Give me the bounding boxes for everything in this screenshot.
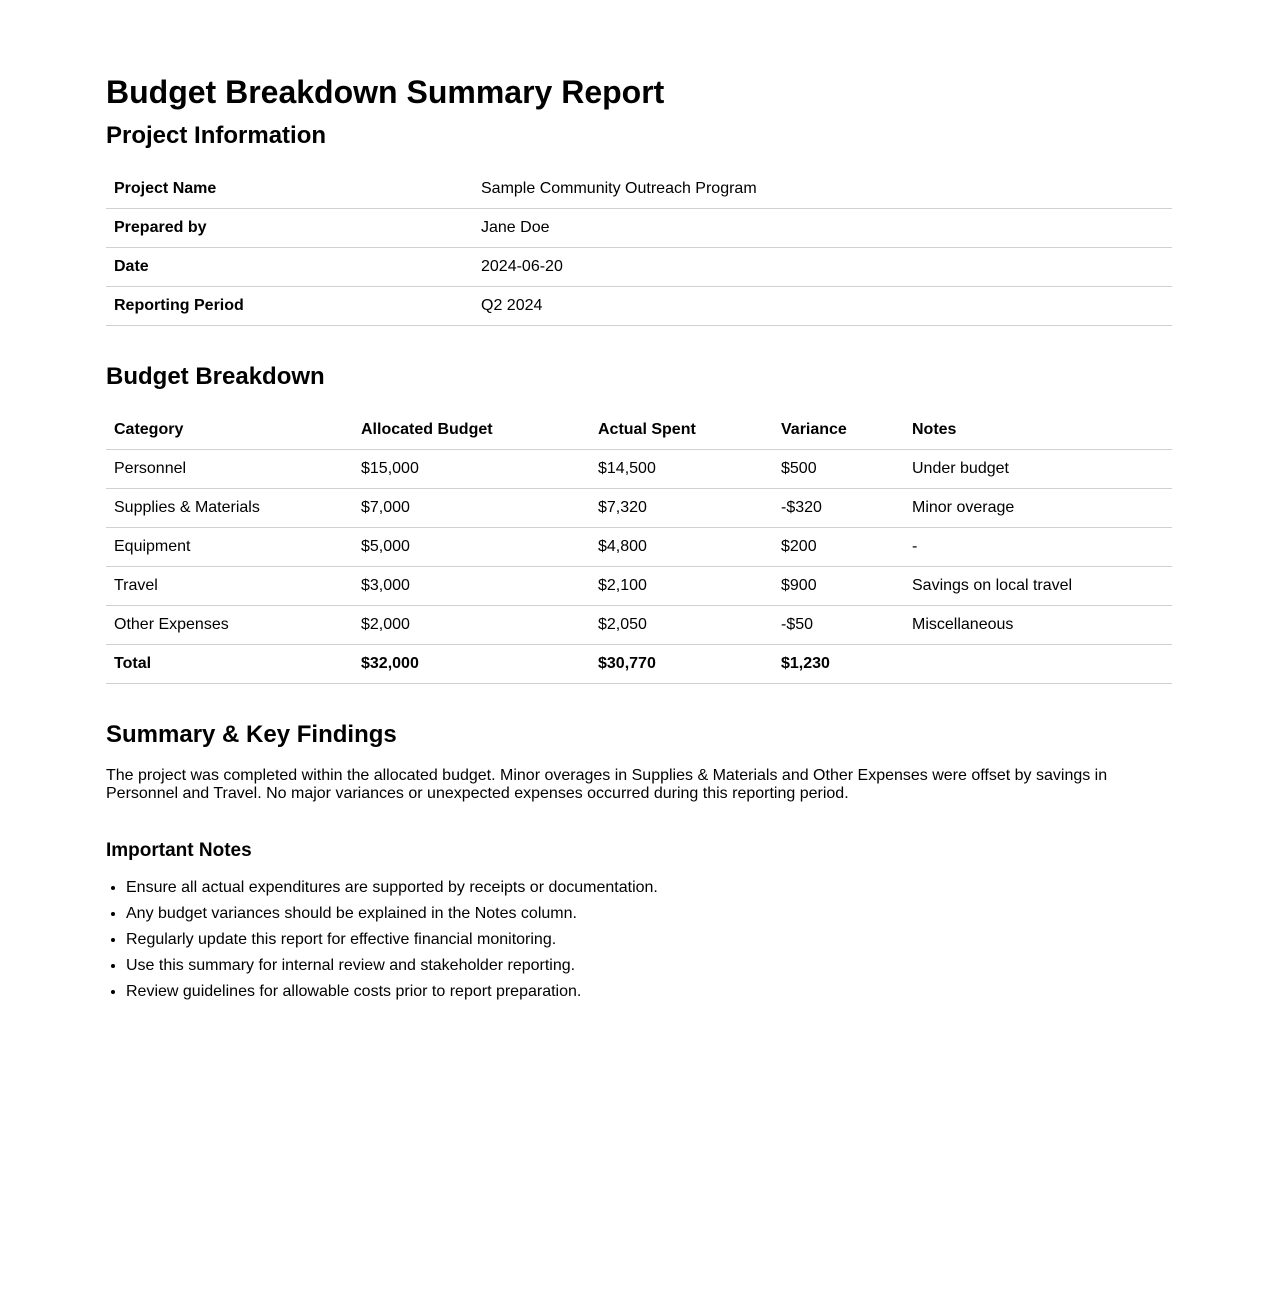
cell-variance: $200 [773, 528, 904, 567]
list-item: • Use this summary for internal review and stakeholder reporting. [126, 957, 1172, 975]
cell-notes: Minor overage [904, 489, 1172, 528]
info-row [106, 287, 1172, 326]
info-label: Reporting Period [106, 287, 473, 326]
info-value: 2024-06-20 [473, 248, 1172, 287]
project-info-table [106, 170, 1172, 326]
cell-category: Other Expenses [106, 606, 353, 645]
column-header-variance: Variance [773, 411, 904, 450]
cell-category: Travel [106, 567, 353, 606]
info-row [106, 170, 1172, 209]
total-variance: $1,230 [773, 645, 904, 684]
list-item: • Any budget variances should be explained in the Notes column. [126, 905, 1172, 923]
total-label: Total [106, 645, 353, 684]
notes-list [106, 879, 1172, 1001]
total-notes [904, 645, 1172, 684]
cell-actual: $2,050 [590, 606, 773, 645]
cell-actual: $2,100 [590, 567, 773, 606]
cell-actual: $4,800 [590, 528, 773, 567]
table-row [106, 489, 1172, 528]
cell-variance: -$320 [773, 489, 904, 528]
cell-actual: $7,320 [590, 489, 773, 528]
cell-actual: $14,500 [590, 450, 773, 489]
cell-category: Personnel [106, 450, 353, 489]
info-value: Q2 2024 [473, 287, 1172, 326]
table-row [106, 450, 1172, 489]
cell-notes: Under budget [904, 450, 1172, 489]
list-item: • Ensure all actual expenditures are supported by receipts or documentation. [126, 879, 1172, 897]
cell-notes: Savings on local travel [904, 567, 1172, 606]
budget-heading: Budget Breakdown [106, 363, 325, 390]
cell-category: Equipment [106, 528, 353, 567]
info-row [106, 248, 1172, 287]
cell-allocated: $2,000 [353, 606, 590, 645]
info-label: Project Name [106, 170, 473, 209]
cell-allocated: $5,000 [353, 528, 590, 567]
cell-variance: -$50 [773, 606, 904, 645]
cell-allocated: $15,000 [353, 450, 590, 489]
summary-heading: Summary & Key Findings [106, 721, 397, 748]
column-header-notes: Notes [904, 411, 1172, 450]
cell-allocated: $3,000 [353, 567, 590, 606]
info-label: Prepared by [106, 209, 473, 248]
notes-heading: Important Notes [106, 840, 252, 861]
info-label: Date [106, 248, 473, 287]
cell-variance: $900 [773, 567, 904, 606]
budget-table [106, 411, 1172, 684]
cell-variance: $500 [773, 450, 904, 489]
project-info-heading: Project Information [106, 122, 327, 149]
info-value: Sample Community Outreach Program [473, 170, 1172, 209]
total-actual: $30,770 [590, 645, 773, 684]
list-item: • Regularly update this report for effective financial monitoring. [126, 931, 1172, 949]
column-header-category: Category [106, 411, 353, 450]
column-header-actual: Actual Spent [590, 411, 773, 450]
report-title: Budget Breakdown Summary Report [106, 74, 665, 110]
cell-category: Supplies & Materials [106, 489, 353, 528]
total-allocated: $32,000 [353, 645, 590, 684]
column-header-allocated: Allocated Budget [353, 411, 590, 450]
cell-notes: - [904, 528, 1172, 567]
info-value: Jane Doe [473, 209, 1172, 248]
table-row [106, 606, 1172, 645]
cell-allocated: $7,000 [353, 489, 590, 528]
total-row [106, 645, 1172, 684]
table-header-row [106, 411, 1172, 450]
list-item: • Review guidelines for allowable costs prior to report preparation. [126, 983, 1172, 1001]
table-row [106, 567, 1172, 606]
cell-notes: Miscellaneous [904, 606, 1172, 645]
table-row [106, 528, 1172, 567]
info-row [106, 209, 1172, 248]
summary-paragraph: The project was completed within the allocated budget. Minor overages in Supplies & Materials and Other Expenses were offset by savings in Personnel and Travel. No major variances or unexpected expenses occurred during this reporting period. [106, 767, 1108, 802]
